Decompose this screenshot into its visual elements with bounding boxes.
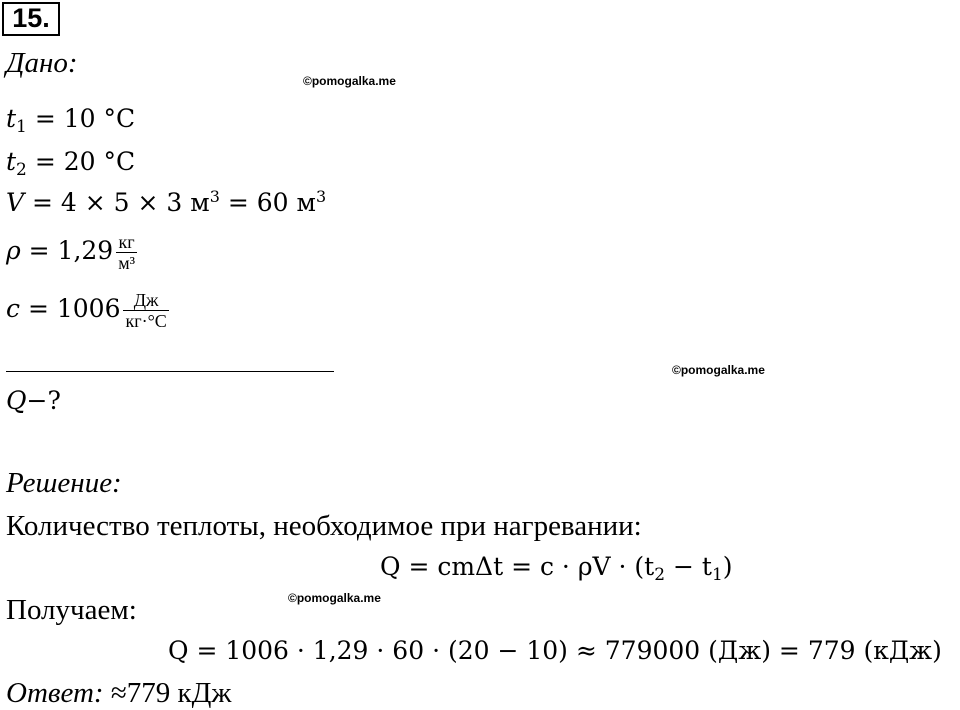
- v-sup: 3: [209, 187, 220, 206]
- rho-unit-fraction: [116, 232, 137, 273]
- formula-mid: − t: [665, 552, 712, 581]
- v-symbol: V: [6, 188, 25, 217]
- solution-text-1: Количество теплоты, необходимое при нагревании:: [6, 510, 642, 542]
- given-t2: [6, 145, 135, 179]
- answer-value: ≈779 кДж: [103, 677, 232, 709]
- formula-subscript: 2: [654, 565, 666, 585]
- given-heat-capacity: [6, 290, 169, 331]
- rho-value: = 1,29: [20, 236, 114, 265]
- c-value: = 1006: [20, 294, 121, 323]
- t1-subscript: 1: [16, 117, 27, 137]
- watermark: ©pomogalka.me: [303, 74, 396, 88]
- rho-unit-numerator: кг: [116, 232, 137, 253]
- find-line: [6, 384, 61, 418]
- solution-text-2: Получаем:: [6, 594, 137, 626]
- formula-end: ): [722, 552, 733, 581]
- t1-value: = 10 °C: [26, 104, 136, 133]
- v-sup: 3: [315, 187, 327, 206]
- formula-subscript: 1: [711, 565, 723, 585]
- find-question: −?: [26, 386, 61, 415]
- v-expression: = 4 × 5 × 3 м: [24, 188, 210, 217]
- given-t1: [6, 102, 135, 136]
- c-unit-numerator: Дж: [123, 290, 168, 311]
- rho-unit-denominator: м³: [118, 253, 136, 273]
- rho-symbol: ρ: [6, 236, 21, 265]
- c-symbol: c: [6, 294, 21, 323]
- answer-line: [6, 676, 231, 710]
- t2-subscript: 2: [16, 160, 27, 180]
- watermark: ©pomogalka.me: [672, 363, 765, 377]
- watermark: ©pomogalka.me: [288, 591, 381, 605]
- v-result: = 60 м: [219, 188, 316, 217]
- formula-main: Q = cmΔt = c · ρV · (t: [380, 552, 655, 581]
- c-unit-denominator: кг·°C: [125, 311, 167, 331]
- t1-symbol: t: [6, 104, 17, 133]
- given-volume: [6, 186, 326, 220]
- find-symbol: Q: [6, 386, 27, 415]
- given-divider: [6, 371, 334, 372]
- answer-label: Ответ:: [6, 677, 104, 709]
- t2-value: = 20 °C: [26, 147, 136, 176]
- heat-formula: [380, 550, 733, 584]
- problem-number: 15.: [2, 2, 60, 36]
- c-unit-fraction: [123, 290, 168, 331]
- given-density: [6, 232, 137, 273]
- calculation: Q = 1006 · 1,29 · 60 · (20 − 10) ≈ 779000 (Дж) = 779 (кДж): [168, 636, 942, 665]
- solution-heading: Решение:: [6, 467, 122, 499]
- given-heading: Дано:: [6, 47, 78, 79]
- t2-symbol: t: [6, 147, 17, 176]
